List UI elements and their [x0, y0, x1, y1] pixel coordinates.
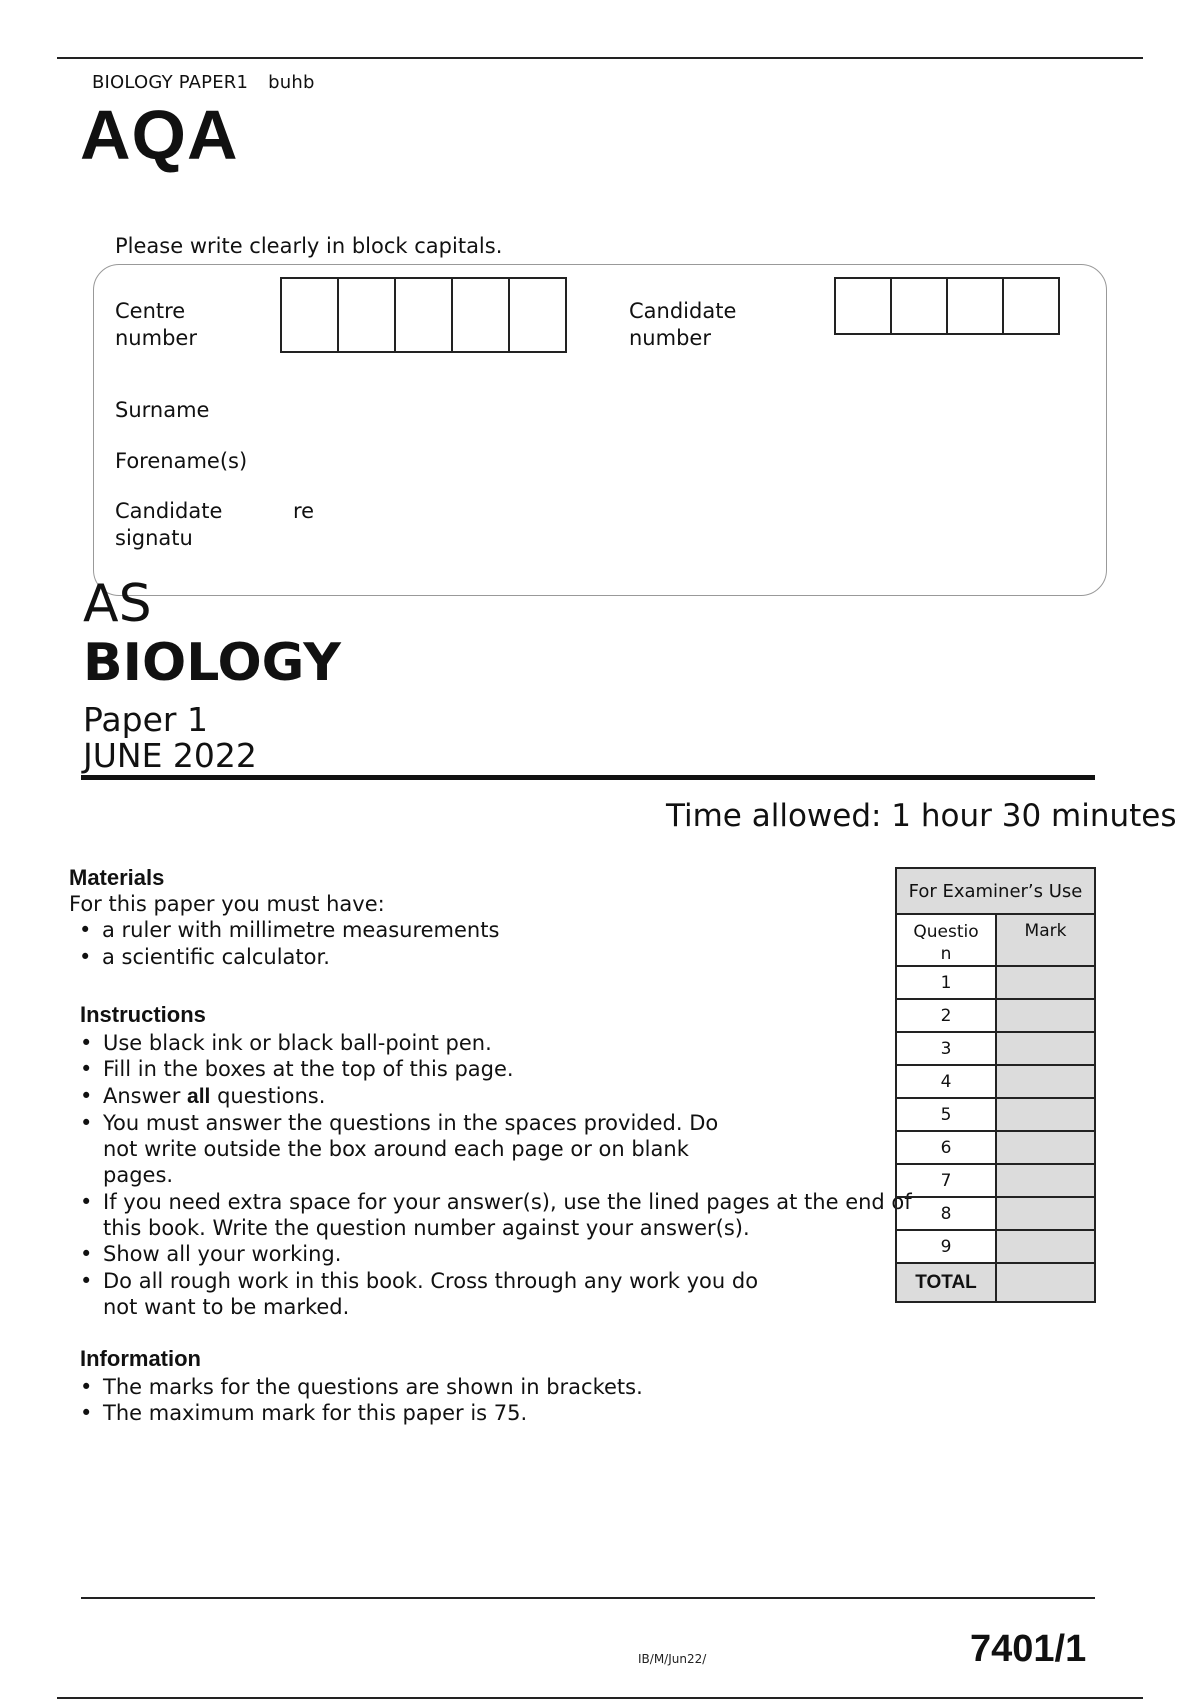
header-extra-text: buhb	[268, 72, 315, 93]
total-mark-cell[interactable]	[996, 1263, 1095, 1302]
mark-cell[interactable]	[996, 1098, 1095, 1131]
qualification-level: AS	[83, 574, 152, 634]
exam-date: JUNE 2022	[83, 736, 257, 775]
signature-label: Candidate signatu	[115, 499, 223, 550]
header-line	[92, 72, 335, 93]
centre-number-box[interactable]	[337, 277, 396, 353]
paper-title: Paper 1	[83, 700, 208, 739]
surname-label: Surname	[115, 398, 210, 422]
candidate-number-label: Candidate number	[629, 299, 737, 350]
question-number: 2	[896, 999, 996, 1032]
mark-cell[interactable]	[996, 1164, 1095, 1197]
question-number: 1	[896, 966, 996, 999]
candidate-number-box[interactable]	[890, 277, 948, 335]
footer-code: IB/M/Jun22/	[638, 1652, 707, 1666]
examiner-table-title: For Examiner’s Use	[896, 868, 1095, 914]
list-item: • a scientific calculator.	[79, 944, 829, 970]
materials-intro: For this paper you must have:	[69, 892, 385, 916]
question-number: 5	[896, 1098, 996, 1131]
candidate-number-box[interactable]	[1002, 277, 1060, 335]
mark-cell[interactable]	[996, 966, 1095, 999]
examiner-table	[895, 867, 1096, 1303]
time-allowed: Time allowed: 1 hour 30 minutes	[666, 798, 1177, 834]
centre-number-box[interactable]	[280, 277, 339, 353]
question-column-header: Questio n	[896, 914, 996, 966]
top-rule	[57, 57, 1143, 59]
candidate-number-box[interactable]	[946, 277, 1004, 335]
list-item: • Show all your working.	[80, 1241, 980, 1267]
list-item: • Use black ink or black ball-point pen.	[80, 1030, 980, 1056]
materials-heading: Materials	[69, 865, 165, 890]
bottom-rule	[57, 1697, 1143, 1699]
mark-column-header: Mark	[996, 914, 1095, 966]
candidate-number-box[interactable]	[834, 277, 892, 335]
list-item: • If you need extra space for your answer(s), use the lined pages at the end of this book. Write the question number against your answer(s).	[80, 1189, 980, 1242]
footer-rule	[81, 1597, 1095, 1599]
list-item: • a ruler with millimetre measurements	[79, 917, 829, 943]
total-label: TOTAL	[896, 1263, 996, 1302]
list-item: • The marks for the questions are shown in brackets.	[80, 1374, 840, 1400]
mark-cell[interactable]	[996, 1032, 1095, 1065]
instructions-section	[80, 1002, 980, 1320]
question-number: 6	[896, 1131, 996, 1164]
information-heading: Information	[80, 1346, 201, 1371]
instructions-heading: Instructions	[80, 1002, 206, 1027]
question-number: 7	[896, 1164, 996, 1197]
information-section	[80, 1346, 840, 1427]
centre-number-box[interactable]	[394, 277, 453, 353]
centre-number-box[interactable]	[508, 277, 567, 353]
centre-number-boxes	[280, 277, 567, 353]
question-number: 3	[896, 1032, 996, 1065]
forename-label: Forename(s)	[115, 449, 248, 473]
question-number: 9	[896, 1230, 996, 1263]
subject-title: BIOLOGY	[83, 633, 341, 693]
mark-cell[interactable]	[996, 1197, 1095, 1230]
list-item: • Answer all questions.	[80, 1083, 980, 1110]
list-item: • The maximum mark for this paper is 75.	[80, 1400, 840, 1426]
centre-number-box[interactable]	[451, 277, 510, 353]
block-capitals-instruction: Please write clearly in block capitals.	[115, 234, 503, 258]
signature-label-suffix: re	[293, 499, 315, 523]
question-number: 4	[896, 1065, 996, 1098]
paper-code-text: BIOLOGY PAPER1	[92, 72, 249, 93]
mark-cell[interactable]	[996, 1230, 1095, 1263]
candidate-number-boxes	[834, 277, 1060, 335]
centre-number-label: Centre number	[115, 299, 197, 350]
list-item: • You must answer the questions in the spaces provided. Do not write outside the box around each page or on blank pages.	[80, 1110, 980, 1189]
emphasis-all: all	[187, 1084, 211, 1108]
materials-section	[69, 865, 829, 970]
mark-cell[interactable]	[996, 1065, 1095, 1098]
question-number: 8	[896, 1197, 996, 1230]
title-rule	[81, 775, 1095, 780]
paper-number: 7401/1	[970, 1628, 1087, 1670]
list-item: • Fill in the boxes at the top of this page.	[80, 1056, 980, 1082]
list-item: • Do all rough work in this book. Cross through any work you do not want to be marked.	[80, 1268, 980, 1321]
mark-cell[interactable]	[996, 999, 1095, 1032]
mark-cell[interactable]	[996, 1131, 1095, 1164]
aqa-logo: AQA	[80, 96, 239, 174]
